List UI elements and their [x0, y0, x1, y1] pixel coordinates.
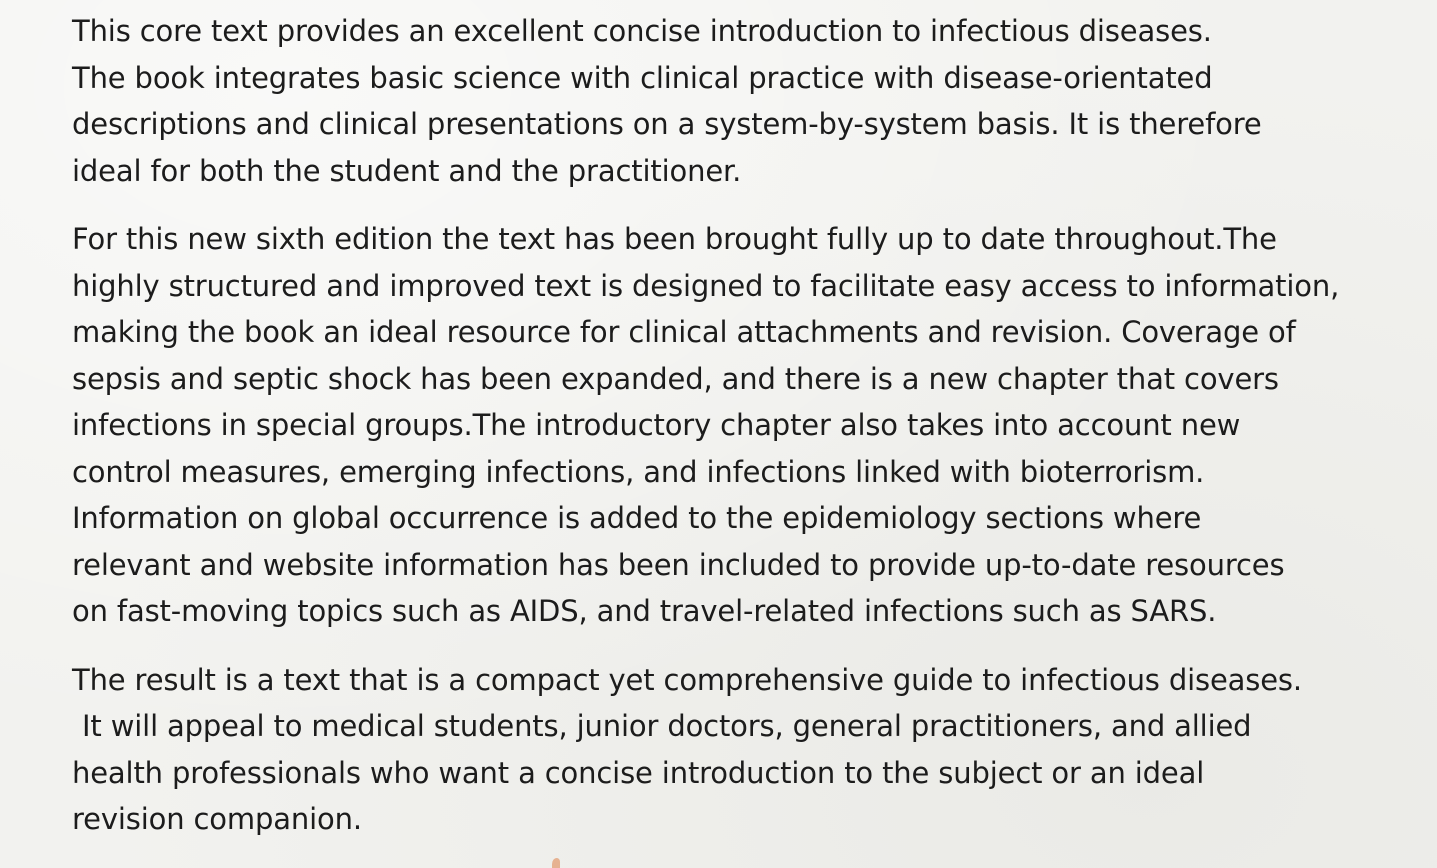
- scan-speck: [552, 858, 560, 868]
- text-line: Information on global occurrence is added to the epidemiology sections where: [72, 501, 1202, 535]
- text-line: relevant and website information has been included to provide up-to-date resources: [72, 547, 1285, 582]
- blurb-text: [72, 8, 1402, 843]
- text-line: For this new sixth edition the text has been brought fully up to date throughout.The: [72, 222, 1277, 256]
- text-line: ideal for both the student and the practitioner.: [72, 153, 742, 188]
- text-line: on fast-moving topics such as AIDS, and travel-related infections such as SARS.: [72, 594, 1217, 628]
- text-line: making the book an ideal resource for clinical attachments and revision. Coverage of: [72, 315, 1296, 349]
- text-line: The result is a text that is a compact yet comprehensive guide to infectious diseases.: [72, 662, 1302, 697]
- text-line: The book integrates basic science with clinical practice with disease-orientated: [72, 60, 1213, 95]
- text-line: sepsis and septic shock has been expanded, and there is a new chapter that covers: [72, 361, 1279, 396]
- text-line: highly structured and improved text is designed to facilitate easy access to information,: [72, 268, 1340, 303]
- paragraph-edition: [72, 216, 1402, 635]
- paragraph-result: [72, 657, 1402, 843]
- text-line: It will appeal to medical students, junior doctors, general practitioners, and allied: [82, 709, 1252, 743]
- text-line: infections in special groups.The introductory chapter also takes into account new: [72, 408, 1241, 442]
- text-line: revision companion.: [72, 802, 362, 836]
- text-line: health professionals who want a concise introduction to the subject or an ideal: [72, 755, 1205, 790]
- text-line: descriptions and clinical presentations on a system-by-system basis. It is therefore: [72, 107, 1262, 141]
- text-line: This core text provides an excellent concise introduction to infectious diseases.: [72, 14, 1212, 48]
- text-line: control measures, emerging infections, and infections linked with bioterrorism.: [72, 454, 1205, 489]
- paragraph-intro: [72, 8, 1402, 194]
